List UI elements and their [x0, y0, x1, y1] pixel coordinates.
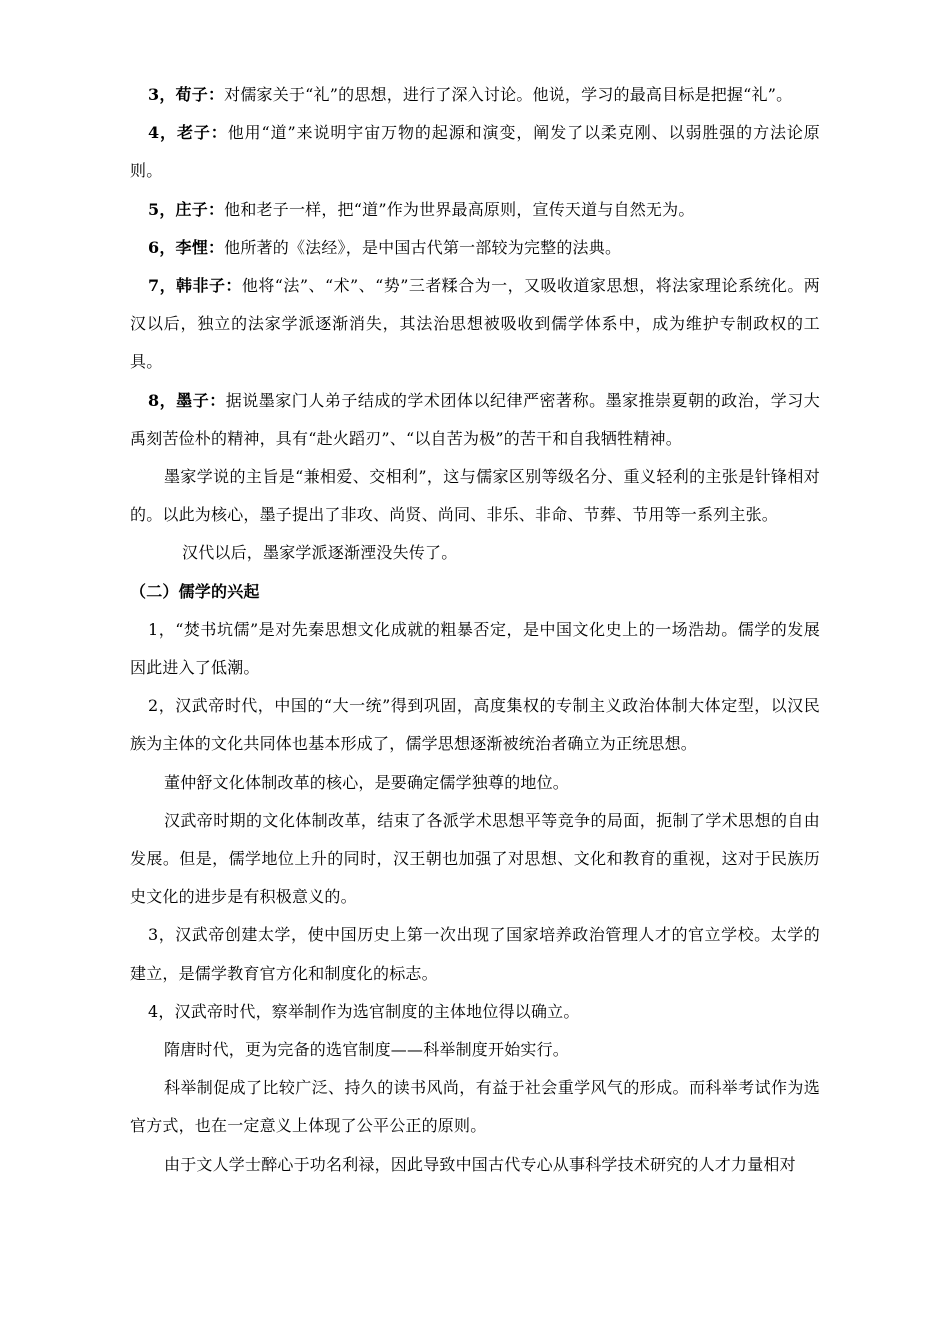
section-heading: （二）儒学的兴起 — [130, 581, 260, 601]
item-name: 荀子： — [175, 85, 225, 104]
confucian-paragraph-8: 科举制促成了比较广泛、持久的读书风尚，有益于社会重学风气的形成。而科举考试作为选官方式，也在一定意义上体现了公平公正的原则。 — [130, 1078, 820, 1136]
confucian-paragraph-4: 汉武帝时期的文化体制改革，结束了各派学术思想平等竞争的局面，扼制了学术思想的自由发展。但是，儒学地位上升的同时，汉王朝也加强了对思想、文化和教育的重视，这对于民族历史文化的进步是有积极意义的。 — [130, 810, 820, 907]
item-name: 墨子： — [176, 390, 226, 410]
item-name: 老子： — [176, 123, 228, 143]
item-number: 8， — [148, 390, 177, 410]
item-number: 5， — [148, 199, 176, 219]
item-name: 李悝： — [175, 237, 225, 257]
confucian-paragraph-9: 由于文人学士醉心于功名利禄，因此导致中国古代专心从事科学技术研究的人才力量相对 — [164, 1154, 796, 1174]
confucian-paragraph-5: 3，汉武帝创建太学，使中国历史上第一次出现了国家培养政治管理人才的官立学校。太学的建立，是儒学教育官方化和制度化的标志。 — [130, 925, 820, 983]
item-name: 庄子： — [175, 199, 225, 219]
item-number: 7， — [148, 276, 177, 296]
item-laozi — [130, 114, 820, 190]
item-text: 他用“道”来说明宇宙万物的起源和演变，阐发了以柔克刚、以弱胜强的方法论原则。 — [130, 123, 820, 181]
item-text: 对儒家关于“礼”的思想，进行了深入讨论。他说，学习的最高目标是把握“礼”。 — [224, 85, 793, 104]
confucian-paragraph-1: 1，“焚书坑儒”是对先秦思想文化成就的粗暴否定，是中国文化史上的一场浩劫。儒学的发展因此进入了低潮。 — [130, 619, 820, 678]
item-number: 3， — [148, 85, 176, 104]
item-text: 他和老子一样，把“道”作为世界最高原则，宣传天道与自然无为。 — [224, 199, 695, 219]
item-number: 6， — [148, 237, 176, 257]
confucian-paragraph-2: 2，汉武帝时代，中国的“大一统”得到巩固，高度集权的专制主义政治体制大体定型，以汉民族为主体的文化共同体也基本形成了，儒学思想逐渐被统治者确立为正统思想。 — [130, 696, 820, 754]
confucian-paragraph-6: 4，汉武帝时代，察举制作为选官制度的主体地位得以确立。 — [148, 1001, 580, 1021]
item-text: 他所著的《法经》，是中国古代第一部较为完整的法典。 — [224, 237, 622, 257]
mohist-doctrine-paragraph: 墨家学说的主旨是“兼相爱、交相利”，这与儒家区别等级名分、重义轻利的主张是针锋相对的。以此为核心，墨子提出了非攻、尚贤、尚同、非乐、非命、节葬、节用等一系列主张。 — [130, 467, 820, 525]
item-hanfeizi — [130, 267, 820, 382]
item-zhuangzi — [130, 191, 820, 229]
mohist-decline-paragraph: 汉代以后，墨家学派逐渐湮没失传了。 — [182, 543, 458, 563]
item-text: 他将“法”、“术”、“势”三者糅合为一，又吸收道家思想，将法家理论系统化。两汉以后，独立的法家学派逐渐消失，其法治思想被吸收到儒学体系中，成为维护专制政权的工具。 — [130, 276, 820, 372]
item-likui — [130, 229, 820, 267]
item-mozi — [130, 382, 820, 458]
item-xunzi — [130, 76, 820, 114]
confucian-paragraph-3: 董仲舒文化体制改革的核心，是要确定儒学独尊的地位。 — [164, 772, 570, 792]
item-text: 据说墨家门人弟子结成的学术团体以纪律严密著称。墨家推崇夏朝的政治，学习大禹刻苦俭朴的精神，具有“赴火蹈刃”、“以自苦为极”的苦干和自我牺牲精神。 — [130, 390, 820, 448]
confucian-paragraph-7: 隋唐时代，更为完备的选官制度——科举制度开始实行。 — [164, 1040, 570, 1060]
item-number: 4， — [148, 123, 177, 143]
item-name: 韩非子： — [176, 276, 242, 296]
document-body — [130, 76, 820, 1184]
